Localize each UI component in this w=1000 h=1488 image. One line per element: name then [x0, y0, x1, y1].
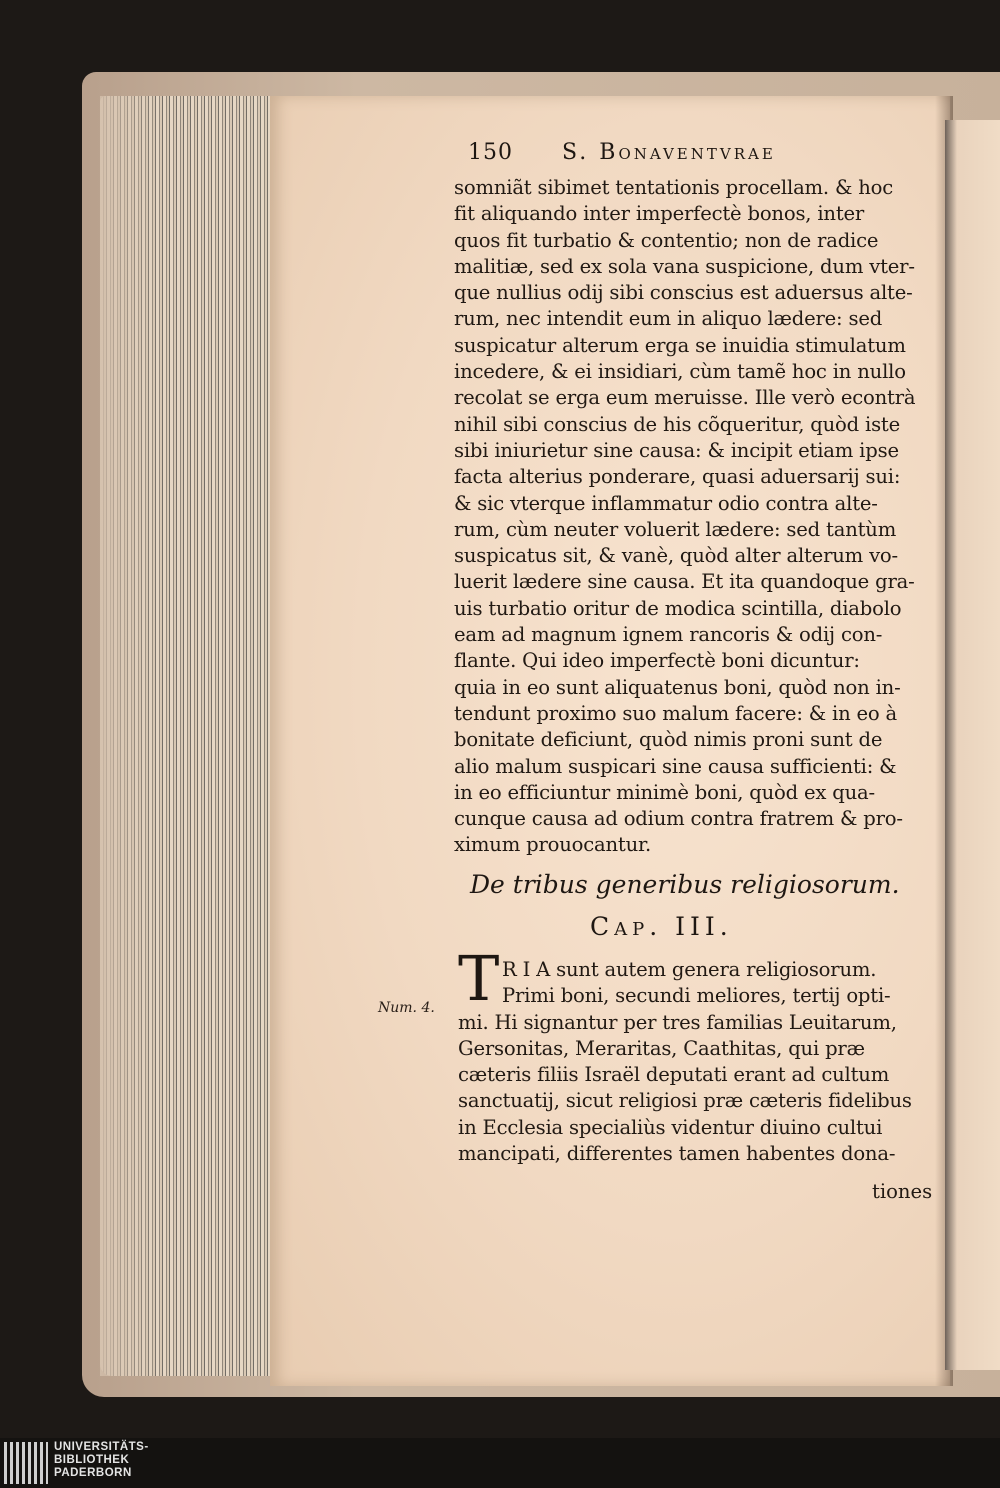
chapter-number: Cap. III.: [590, 912, 733, 941]
text-line: rum, cùm neuter voluerit lædere: sed tantùm: [454, 517, 897, 541]
chapter-text: [458, 957, 938, 1167]
text-line: nihil sibi conscius de his cõqueritur, quòd iste: [454, 412, 900, 436]
page-edges-shade: [100, 96, 160, 1376]
catchword: tiones: [872, 1180, 933, 1203]
text-line: fit aliquando inter imperfectè bonos, inter: [454, 202, 865, 226]
margin-note: Num. 4.: [378, 1000, 435, 1016]
text-line: rum, nec intendit eum in aliquo lædere: sed: [454, 307, 883, 331]
text-line: uis turbatio oritur de modica scintilla, diabolo: [454, 596, 902, 620]
text-line: quia in eo sunt aliquatenus boni, quòd non in-: [454, 675, 901, 699]
text-line: tendunt proximo suo malum facere: & in eo à: [454, 701, 898, 725]
text-line: sibi iniurietur sine causa: & incipit etiam ipse: [454, 438, 899, 462]
text-line: in eo efficiuntur minimè boni, quòd ex qua-: [454, 780, 875, 804]
library-name-line: UNIVERSITÄTS-: [54, 1441, 149, 1453]
text-line: R I A sunt autem genera religiosorum.: [502, 958, 877, 981]
library-name-line: PADERBORN: [54, 1467, 132, 1479]
text-line: luerit lædere sine causa. Et ita quandoque gra-: [454, 570, 915, 594]
facing-page-edge: [945, 120, 1000, 1370]
text-line: suspicatur alterum erga se inuidia stimulatum: [454, 333, 906, 357]
body-text: [454, 175, 938, 859]
text-line: cunque causa ad odium contra fratrem & pro-: [454, 807, 903, 831]
text-line: Primi boni, secundi meliores, tertij opti-: [502, 984, 891, 1008]
text-line: malitiæ, sed ex sola vana suspicione, dum vter-: [454, 254, 915, 278]
page-number: 150: [468, 140, 513, 165]
text-line: quos fit turbatio & contentio; non de radice: [454, 228, 879, 252]
library-logo-icon: [4, 1442, 48, 1484]
text-line: facta alterius ponderare, quasi aduersarij sui:: [454, 465, 901, 489]
text-line: in Ecclesia specialiùs videntur diuino cultui: [458, 1115, 883, 1139]
library-name-line: BIBLIOTHEK: [54, 1454, 130, 1466]
chapter-title: De tribus generibus religiosorum.: [470, 870, 900, 899]
text-line: alio malum suspicari sine causa sufficienti: &: [454, 754, 897, 778]
text-line: recolat se erga eum meruisse. Ille verò econtrà: [454, 386, 916, 410]
library-footer: [0, 1438, 1000, 1488]
text-line: ximum prouocantur.: [454, 833, 652, 857]
running-head: S. Bonaventvrae: [562, 140, 776, 165]
text-line: incedere, & ei insidiari, cùm tamẽ hoc in nullo: [454, 360, 906, 384]
text-line: mancipati, differentes tamen habentes dona-: [458, 1142, 896, 1166]
text-line: bonitate deficiunt, quòd nimis proni sunt de: [454, 728, 883, 752]
text-line: que nullius odij sibi conscius est aduersus alte-: [454, 281, 913, 305]
text-line: mi. Hi signantur per tres familias Leuitarum,: [458, 1010, 897, 1034]
drop-cap: T: [458, 942, 500, 1015]
library-name: [54, 1441, 149, 1480]
text-line: somniãt sibimet tentationis procellam. & hoc: [454, 176, 894, 199]
text-line: & sic vterque inflammatur odio contra alte-: [454, 491, 878, 515]
text-line: sanctuatij, sicut religiosi præ cæteris fidelibus: [458, 1089, 912, 1113]
text-line: flante. Qui ideo imperfectè boni dicuntur:: [454, 649, 860, 673]
text-line: eam ad magnum ignem rancoris & odij con-: [454, 623, 883, 647]
text-line: cæteris filiis Israël deputati erant ad cultum: [458, 1063, 890, 1087]
page-header: [468, 140, 928, 165]
text-line: suspicatus sit, & vanè, quòd alter alterum vo-: [454, 544, 898, 568]
text-line: Gersonitas, Meraritas, Caathitas, qui præ: [458, 1036, 865, 1060]
